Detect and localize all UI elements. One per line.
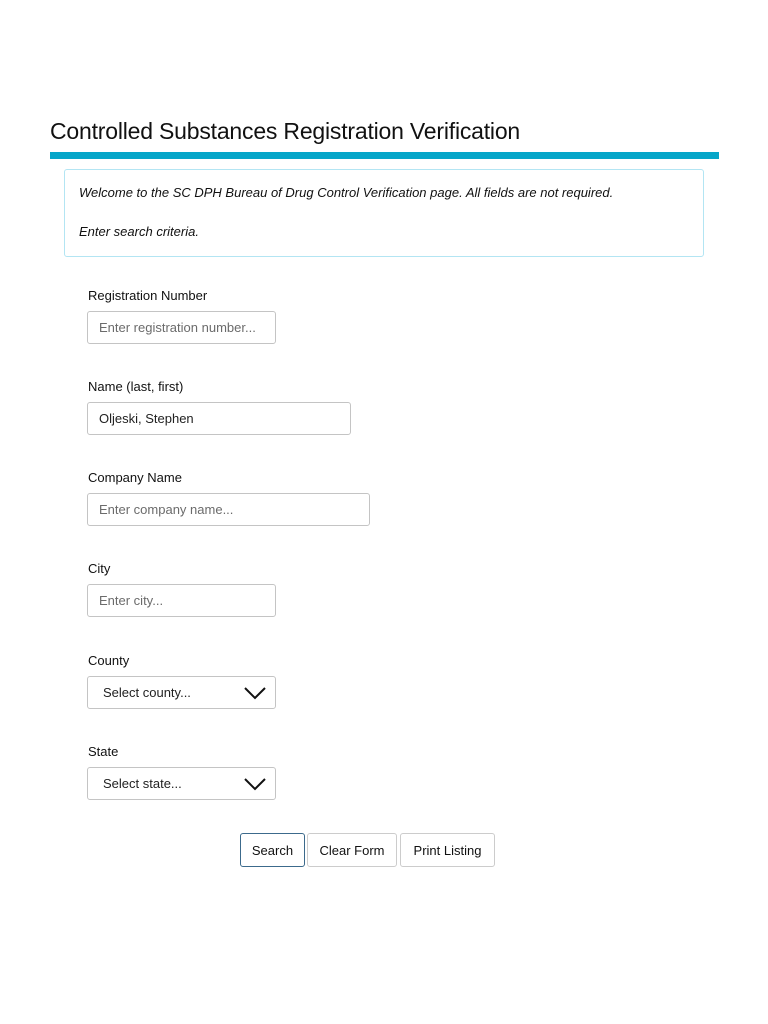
- print-listing-button[interactable]: Print Listing: [400, 833, 495, 867]
- state-select[interactable]: [87, 767, 276, 800]
- page-title: Controlled Substances Registration Verification: [50, 118, 521, 144]
- company-name-label: Company Name: [88, 470, 182, 485]
- county-select[interactable]: [87, 676, 276, 709]
- name-label: Name (last, first): [88, 379, 184, 394]
- chevron-down-icon: [244, 778, 266, 791]
- title-divider: [50, 152, 719, 159]
- clear-form-button[interactable]: Clear Form: [307, 833, 397, 867]
- registration-number-label: Registration Number: [88, 288, 208, 303]
- search-instruction: Enter search criteria.: [79, 224, 199, 239]
- state-select-value: Select state...: [103, 776, 182, 791]
- name-input[interactable]: [87, 402, 351, 435]
- state-label: State: [88, 744, 119, 759]
- chevron-down-icon: [244, 687, 266, 700]
- city-label: City: [88, 561, 111, 576]
- county-select-value: Select county...: [103, 685, 191, 700]
- registration-number-input[interactable]: [87, 311, 276, 344]
- city-input[interactable]: [87, 584, 276, 617]
- county-label: County: [88, 653, 130, 668]
- company-name-input[interactable]: [87, 493, 370, 526]
- info-panel: [64, 169, 704, 257]
- search-button[interactable]: Search: [240, 833, 305, 867]
- welcome-message: Welcome to the SC DPH Bureau of Drug Control Verification page. All fields are not required.: [79, 185, 614, 200]
